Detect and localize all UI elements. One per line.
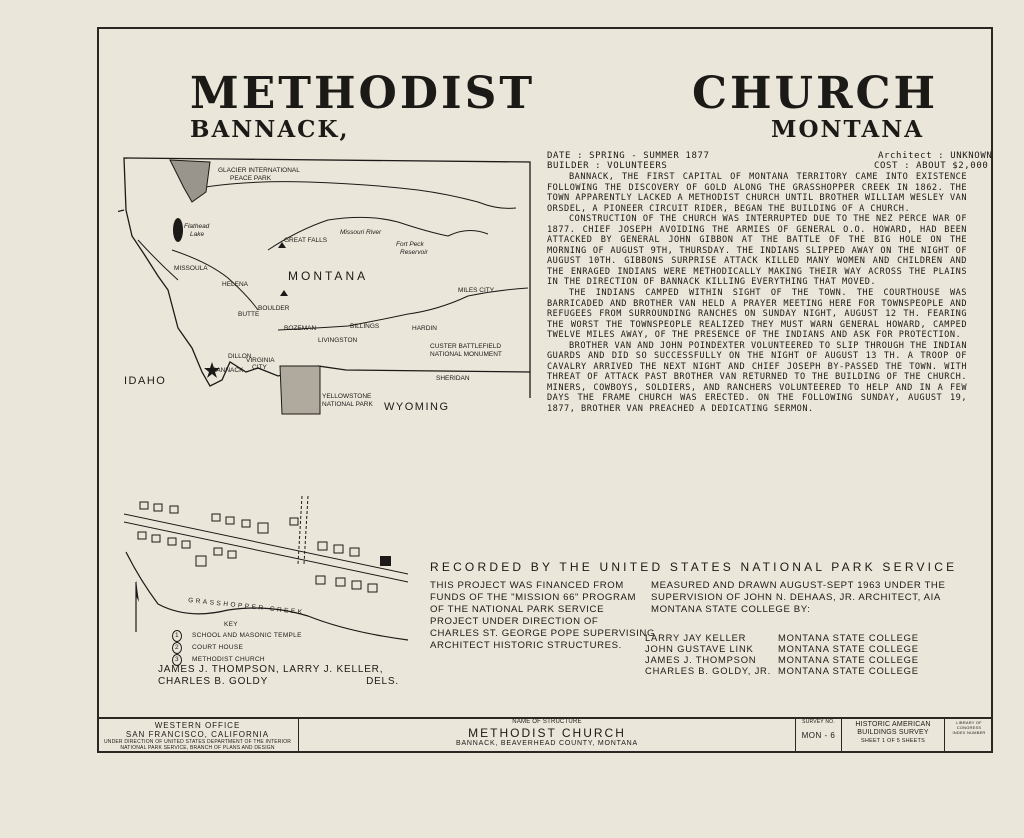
measured-line: MEASURED AND DRAWN AUGUST-SEPT 1963 UNDER THE xyxy=(651,580,946,591)
survey-label: SURVEY NO. xyxy=(802,719,835,725)
label-glacier-2: PEACE PARK xyxy=(230,175,272,182)
key-label: SCHOOL AND MASONIC TEMPLE xyxy=(192,632,302,639)
habs-line-2: BUILDINGS SURVEY xyxy=(857,729,929,736)
structure-label: NAME OF STRUCTURE xyxy=(512,719,582,725)
key-item-2 xyxy=(172,642,302,654)
label-wyoming: WYOMING xyxy=(384,401,450,413)
label-custer: CUSTER BATTLEFIELD xyxy=(430,343,502,350)
title-block-survey xyxy=(796,717,842,753)
title-block-loc xyxy=(945,717,993,753)
label-virginia-2: CITY xyxy=(252,364,267,371)
loc-line-1: LIBRARY OF CONGRESS xyxy=(956,720,982,730)
staff-school: MONTANA STATE COLLEGE xyxy=(778,665,919,676)
staff-school: MONTANA STATE COLLEGE xyxy=(778,632,919,643)
staff-names xyxy=(645,632,771,676)
title-block-structure xyxy=(299,717,796,753)
key-title: KEY xyxy=(224,621,238,628)
key-number: 3 xyxy=(172,654,182,666)
office-under-1: UNDER DIRECTION OF UNITED STATES DEPARTMENT OF THE INTERIOR xyxy=(103,739,292,745)
recorded-by-heading: RECORDED BY THE UNITED STATES NATIONAL PARK SERVICE xyxy=(430,560,958,574)
sheet-count: SHEET 1 OF 5 SHEETS xyxy=(861,738,925,744)
financed-line: ARCHITECT HISTORIC STRUCTURES. xyxy=(430,640,622,651)
key-label: COURT HOUSE xyxy=(192,644,244,651)
label-missouri: Missouri River xyxy=(340,229,382,236)
label-montana: MONTANA xyxy=(288,269,369,283)
montana-map xyxy=(118,150,548,420)
staff-name: LARRY JAY KELLER xyxy=(645,632,747,643)
label-hardin: HARDIN xyxy=(412,325,437,332)
staff-name: CHARLES B. GOLDY, JR. xyxy=(645,665,772,676)
label-fort-peck: Fort Peck xyxy=(396,241,424,248)
survey-number: MON - 6 xyxy=(801,731,836,740)
label-sheridan: SHERIDAN xyxy=(436,375,470,382)
builder-line: BUILDER : VOLUNTEERS xyxy=(547,161,668,171)
subtitle-montana: MONTANA xyxy=(771,116,925,143)
staff-school: MONTANA STATE COLLEGE xyxy=(778,643,919,654)
label-yellowstone: YELLOWSTONE xyxy=(322,393,372,400)
financed-line: THIS PROJECT WAS FINANCED FROM xyxy=(430,580,624,591)
title-block-office xyxy=(97,717,299,753)
subtitle-bannack: BANNACK, xyxy=(190,116,350,143)
dels-label: DELS. xyxy=(366,676,399,687)
label-flathead: Flathead xyxy=(184,223,210,230)
label-bannack: BANNACK xyxy=(212,367,244,374)
label-fort-peck-2: Reservoir xyxy=(400,249,428,256)
history-paragraph: BANNACK, THE FIRST CAPITAL OF MONTANA TERRITORY CAME INTO EXISTENCE FOLLOWING THE DISCOVERY OF GOLD ALONG THE GRASSHOPPER CREEK IN 1862. THE TOWN APPARENTLY LACKED A METHODIST CHURCH UNTIL BROTHER WILLIAM WESLEY VAN ORSDEL, A PIONEER CIRCUIT RIDER, BEGAN THE BUILDING OF A CHURCH. xyxy=(547,172,967,214)
label-bozeman: BOZEMAN xyxy=(284,325,317,332)
measured-line: MONTANA STATE COLLEGE BY: xyxy=(651,604,811,615)
label-idaho: IDAHO xyxy=(124,375,167,387)
label-glacier: GLACIER INTERNATIONAL xyxy=(218,167,300,174)
architect-line: Architect : UNKNOWN xyxy=(878,151,993,161)
label-great-falls: GREAT FALLS xyxy=(284,237,328,244)
habs-line-1: HISTORIC AMERICAN xyxy=(855,721,931,728)
history-text xyxy=(547,172,967,415)
staff-name: JAMES J. THOMPSON xyxy=(645,654,757,665)
site-plan-key xyxy=(172,620,302,666)
staff-schools xyxy=(778,632,919,676)
staff-school: MONTANA STATE COLLEGE xyxy=(778,654,919,665)
label-missoula: MISSOULA xyxy=(174,265,208,272)
financed-line: OF THE NATIONAL PARK SERVICE xyxy=(430,604,605,615)
office-under-2: NATIONAL PARK SERVICE, BRANCH OF PLANS AND DESIGN xyxy=(120,745,275,751)
key-number: 1 xyxy=(172,630,182,642)
financed-line: PROJECT UNDER DIRECTION OF xyxy=(430,616,599,627)
label-livingston: LIVINGSTON xyxy=(318,337,358,344)
label-miles-city: MILES CITY xyxy=(458,287,495,294)
label-yellowstone-2: NATIONAL PARK xyxy=(322,401,373,408)
title-word-methodist: METHODIST xyxy=(190,68,536,119)
title-word-church: CHURCH xyxy=(692,68,939,119)
label-billings: BILLINGS xyxy=(350,323,380,330)
staff-name: JOHN GUSTAVE LINK xyxy=(645,643,754,654)
history-paragraph: BROTHER VAN AND JOHN POINDEXTER VOLUNTEERED TO SLIP THROUGH THE INDIAN GUARDS AND DID SO SUCCESSFULLY ON THE NIGHT OF AUGUST 13 TH. A TROOP OF CAVALRY ARRIVED THE NEXT NIGHT AND CHIEF JOSEPH BY-PASSED THE TOWN. WITH THREAT OF ATTACK PAST BROTHER VAN RETURNED TO THE BUILDING OF THE CHURCH. MINERS, COWBOYS, SOLDIERS, AND RANCHERS VOLUNTEERED TO HELP AND IN A FEW DAYS THE FRAME CHURCH WAS ERECTED. ON THE FOLLOWING SUNDAY, AUGUST 19, 1877, BROTHER VAN PREACHED A DEDICATING SERMON. xyxy=(547,340,967,415)
history-paragraph: THE INDIANS CAMPED WITHIN SIGHT OF THE TOWN. THE COURTHOUSE WAS BARRICADED AND BROTHER VAN HELD A PRAYER MEETING HERE FOR TOWNSPEOPLE AND REFUGEES FROM SURROUNDING RANCHES ON SUNDAY NIGHT, AUGUST 12 TH. FEARING THE WORST THE TOWNSPEOPLE REALIZED THEY MUST WARN GENERAL HOWARD, CAMPED TWELVE MILES AWAY, OF THE PRESENCE OF THE INDIANS AND ASK FOR PROTECTION. xyxy=(547,288,967,341)
label-flathead-2: Lake xyxy=(190,231,205,238)
key-label: METHODIST CHURCH xyxy=(192,656,265,663)
structure-location: BANNACK, BEAVERHEAD COUNTY, MONTANA xyxy=(455,740,639,747)
history-paragraph: CONSTRUCTION OF THE CHURCH WAS INTERRUPTED DUE TO THE NEZ PERCE WAR OF 1877. CHIEF JOSEPH AVOIDING THE ARMIES OF GENERAL O.O. HOWARD, HAD BEEN ATTACKED BY GENERAL JOHN GIBBON AT THE BATTLE OF THE BIG HOLE ON THE MORNING OF AUGUST 9TH, THURSDAY. THE INDIANS SLIPPED AWAY ON THE NIGHT OF AUGUST 10TH. GIBBONS SURPRISE ATTACK KILLED MANY WOMEN AND CHILDREN AND THE ENRAGED INDIANS WERE METHODICALLY MAKING THEIR WAY ACROSS THE PLAINS IN THE DIRECTION OF BANNACK KILLING EVERYTHING THAT MOVED. xyxy=(547,214,967,288)
title-block-habs xyxy=(842,717,945,753)
label-virginia: VIRGINIA xyxy=(246,357,275,364)
label-dillon: DILLON xyxy=(228,353,252,360)
financed-line: CHARLES ST. GEORGE POPE SUPERVISING xyxy=(430,628,656,639)
loc-line-2: INDEX NUMBER xyxy=(952,730,986,735)
measured-text xyxy=(651,580,945,616)
office-city: SAN FRANCISCO, CALIFORNIA xyxy=(125,730,270,739)
office-name: WESTERN OFFICE xyxy=(154,721,241,730)
key-number: 2 xyxy=(172,642,182,654)
structure-name: METHODIST CHURCH xyxy=(468,726,626,740)
label-butte: BUTTE xyxy=(238,311,260,318)
label-custer-2: NATIONAL MONUMENT xyxy=(430,351,502,358)
financed-line: FUNDS OF THE "MISSION 66" PROGRAM xyxy=(430,592,637,603)
measured-line: SUPERVISION OF JOHN N. DEHAAS, JR. ARCHITECT, AIA xyxy=(651,592,941,603)
label-boulder: BOULDER xyxy=(258,305,290,312)
cost-line: COST : ABOUT $2,000 xyxy=(874,161,989,171)
delineators-line-1: JAMES J. THOMPSON, LARRY J. KELLER, xyxy=(158,664,384,675)
delineators xyxy=(158,664,399,688)
financed-text xyxy=(430,580,656,652)
label-helena: HELENA xyxy=(222,281,249,288)
date-line: DATE : SPRING - SUMMER 1877 xyxy=(547,151,710,161)
label-grasshopper-creek: GRASSHOPPER CREEK xyxy=(187,597,305,617)
key-item-1 xyxy=(172,630,302,642)
delineators-line-2: CHARLES B. GOLDY DELS. xyxy=(158,676,399,687)
